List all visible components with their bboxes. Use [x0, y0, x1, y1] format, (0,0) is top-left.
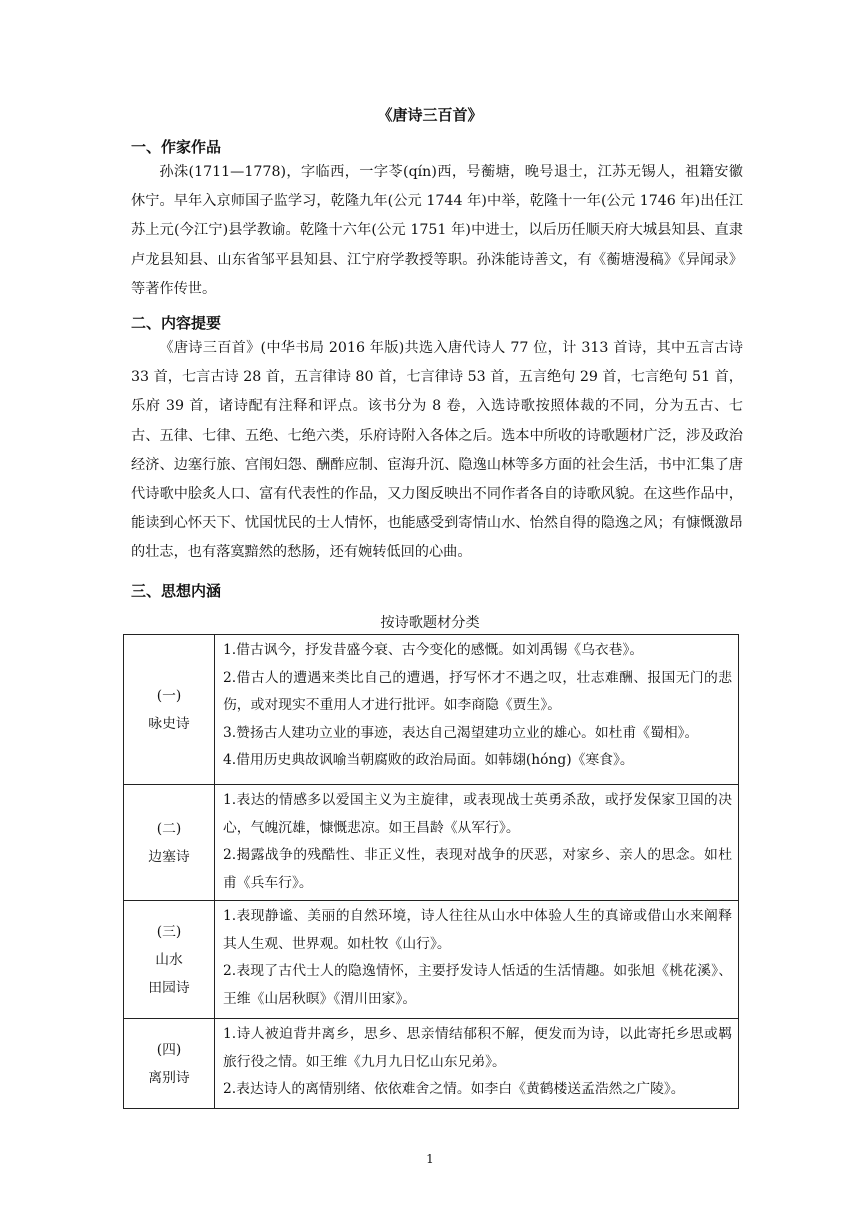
category-cell: [124, 785, 215, 901]
item-text: 3.赞扬古人建功立业的事迹，表达自己渴望建功立业的雄心。如杜甫《蜀相》。: [223, 724, 699, 741]
category-cell: [124, 635, 215, 785]
section-paragraph-2: 《唐诗三百首》(中华书局 2016 年版)共选入唐代诗人 77 位，计 313 首诗，其中五言古诗 33 首，七言古诗 28 首，五言律诗 80 首，七言律诗 53 首，五言绝句 29 首，七言绝句 51 首，乐府 39 首，诸诗配有注释和评点。该书分为 8 卷，入选诗歌按照体裁的不同，分为五古、七古、五律、七律、五绝、七绝六类，乐府诗附入各体之后。选本中所收的诗歌题材广泛，涉及政治经济、边塞行旅、宫闱妇怨、酬酢应制、宦海升沉、隐逸山林等多方面的社会生活，书中汇集了唐代诗歌中脍炙人口、富有代表性的作品，又力图反映出不同作者各自的诗歌风貌。在这些作品中，能读到心怀天下、忧国忧民的士人情怀，也能感受到寄情山水、怡然自得的隐逸之风；有慷慨激昂的壮志，也有落寞黯然的愁肠，还有婉转低回的心曲。: [131, 340, 743, 561]
item-text: 4.借用历史典故讽喻当朝腐败的政治局面。如韩翃(hóng)《寒食》。: [223, 752, 634, 768]
table-row: [124, 901, 739, 1019]
item-text: 2.表现了古代士人的隐逸情怀，主要抒发诗人恬适的生活情趣。如张旭《桃花溪》、王维《山居秋暝》《渭川田家》。: [223, 963, 732, 1007]
category-name-line2: 田园诗: [148, 979, 190, 996]
table-caption: 按诗歌题材分类: [380, 615, 480, 631]
item-text: 1.借古讽今，抒发昔盛今衰、古今变化的感慨。如刘禹锡《乌衣巷》。: [223, 642, 644, 658]
table-row: [124, 785, 739, 901]
category-number: (三): [156, 923, 182, 940]
section-paragraph-1: 孙洙(1711—1778)，字临西，一字苓(qín)西，号蘅塘，晚号退士，江苏无锡人，祖籍安徽休宁。早年入京师国子监学习，乾隆九年(公元 1744 年)中举，乾隆十一年(公元 1746 年)出任江苏上元(今江宁)县学教谕。乾隆十六年(公元 1751 年)中进士，以后历任顺天府大城县知县、直隶卢龙县知县、山东省邹平县知县、江宁府学教授等职。孙洙能诗善文，有《蘅塘漫稿》《异闻录》等著作传世。: [131, 164, 743, 297]
table-row: [124, 1019, 739, 1109]
category-name: 边塞诗: [148, 848, 190, 865]
items-cell: [215, 635, 739, 785]
category-cell: [124, 1019, 215, 1109]
item-text: 2.揭露战争的残酷性、非正义性，表现对战争的厌恶，对家乡、亲人的思念。如杜甫《兵车行》。: [223, 847, 732, 891]
classification-table: [123, 634, 739, 1109]
document-title: 《唐诗三百首》: [377, 106, 483, 124]
category-name: 离别诗: [148, 1069, 190, 1086]
section-heading-2: 二、内容提要: [131, 314, 222, 332]
item-text: 1.表现静谧、美丽的自然环境，诗人往往从山水中体验人生的真谛或借山水来阐释其人生观、世界观。如杜牧《山行》。: [223, 908, 732, 952]
category-number: (四): [156, 1041, 182, 1058]
item-text: 1.表达的情感多以爱国主义为主旋律，或表现战士英勇杀敌，或抒发保家卫国的决心，气魄沉雄，慷慨悲凉。如王昌龄《从军行》。: [223, 792, 732, 836]
category-cell: [124, 901, 215, 1019]
table-row: [124, 635, 739, 785]
items-cell: [215, 1019, 739, 1109]
category-number: (一): [156, 687, 182, 704]
category-name: 山水: [155, 951, 183, 968]
items-cell: [215, 785, 739, 901]
item-text: 1.诗人被迫背井离乡，思乡、思亲情结郁积不解，便发而为诗，以此寄托乡思或羁旅行役之情。如王维《九月九日忆山东兄弟》。: [223, 1026, 732, 1070]
category-number: (二): [156, 820, 182, 837]
section-heading-1: 一、作家作品: [131, 138, 222, 156]
item-text: 2.借古人的遭遇来类比自己的遭遇，抒写怀才不遇之叹，壮志难酬、报国无门的悲伤，或对现实不重用人才进行批评。如李商隐《贾生》。: [223, 669, 732, 713]
section-heading-3: 三、思想内涵: [131, 582, 222, 600]
category-name: 咏史诗: [148, 715, 190, 732]
items-cell: [215, 901, 739, 1019]
page-number: 1: [426, 1152, 434, 1166]
item-text: 2.表达诗人的离情别绪、依依难舍之情。如李白《黄鹤楼送孟浩然之广陵》。: [223, 1081, 685, 1097]
